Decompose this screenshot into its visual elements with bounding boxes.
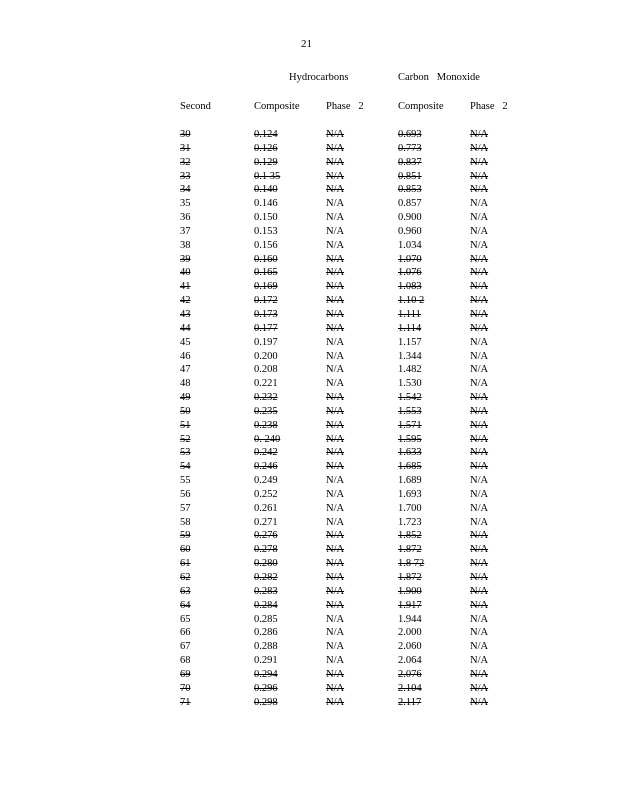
hc-phase2-cell: N/A	[326, 627, 345, 639]
hc-phase2-cell: N/A	[326, 350, 345, 362]
co-phase2-column-header: Phase 2	[470, 101, 508, 112]
hc-composite-cell: 0.153	[254, 225, 278, 237]
table-row	[0, 225, 618, 239]
second-cell: 49	[180, 392, 191, 404]
hc-phase2-cell: N/A	[326, 198, 345, 210]
co-composite-cell: 1.542	[398, 392, 422, 404]
hc-composite-cell: 0.246	[254, 461, 278, 473]
hc-phase2-cell: N/A	[326, 488, 345, 500]
hc-phase2-cell: N/A	[326, 184, 345, 196]
second-cell: 30	[180, 129, 191, 140]
co-phase2-cell: N/A	[470, 433, 489, 445]
hc-phase2-cell: N/A	[326, 364, 345, 376]
table-row	[0, 585, 618, 599]
hc-phase2-cell: N/A	[326, 475, 345, 487]
second-cell: 59	[180, 530, 191, 542]
hc-phase2-cell: N/A	[326, 308, 345, 320]
table-row	[0, 543, 618, 557]
hc-composite-cell: 0.165	[254, 267, 278, 279]
hc-composite-cell: 0.235	[254, 405, 278, 417]
second-cell: 31	[180, 142, 191, 154]
co-phase2-cell: N/A	[470, 212, 489, 224]
hc-phase2-cell: N/A	[326, 419, 345, 431]
hc-phase2-cell: N/A	[326, 502, 345, 514]
second-cell: 62	[180, 572, 191, 583]
table-row	[0, 682, 618, 696]
second-cell: 50	[180, 405, 191, 417]
second-cell: 34	[180, 184, 191, 196]
table-row	[0, 377, 618, 391]
hc-phase2-cell: N/A	[326, 281, 345, 293]
second-cell: 58	[180, 516, 191, 528]
co-composite-cell: 2.064	[398, 655, 422, 667]
co-phase2-cell: N/A	[470, 419, 489, 431]
table-row	[0, 266, 618, 280]
co-phase2-cell: N/A	[470, 170, 489, 182]
co-phase2-cell: N/A	[470, 198, 489, 210]
co-phase2-cell: N/A	[470, 627, 489, 639]
hc-composite-cell: 0.177	[254, 322, 278, 334]
co-phase2-cell: N/A	[470, 572, 489, 583]
hc-phase2-cell: N/A	[326, 558, 345, 570]
table-row	[0, 502, 618, 516]
table-row	[0, 419, 618, 433]
co-phase2-cell: N/A	[470, 378, 489, 390]
co-composite-cell: 1.553	[398, 405, 422, 417]
hc-phase2-cell: N/A	[326, 405, 345, 417]
co-phase2-cell: N/A	[470, 267, 489, 279]
co-phase2-cell: N/A	[470, 516, 489, 528]
co-phase2-cell: N/A	[470, 475, 489, 487]
second-cell: 37	[180, 225, 191, 237]
table-row	[0, 322, 618, 336]
co-phase2-cell: N/A	[470, 655, 489, 667]
co-composite-cell: 2.000	[398, 627, 422, 639]
hc-phase2-cell: N/A	[326, 295, 345, 307]
table-row	[0, 571, 618, 585]
co-phase2-cell: N/A	[470, 461, 489, 473]
co-composite-cell: 1.157	[398, 336, 422, 348]
co-composite-cell: 2.076	[398, 668, 422, 680]
table-row	[0, 350, 618, 364]
co-phase2-cell: N/A	[470, 253, 489, 265]
second-cell: 65	[180, 613, 191, 625]
co-composite-cell: 1.8 72	[398, 558, 425, 570]
hc-phase2-cell: N/A	[326, 336, 345, 348]
table-row	[0, 280, 618, 294]
hc-composite-cell: 0.208	[254, 364, 278, 376]
co-composite-cell: 1.083	[398, 281, 422, 293]
second-cell: 67	[180, 641, 191, 653]
table-row	[0, 446, 618, 460]
hc-phase2-cell: N/A	[326, 696, 345, 708]
co-phase2-cell: N/A	[470, 184, 489, 196]
co-composite-cell: 0.960	[398, 225, 422, 237]
co-composite-cell: 1.900	[398, 585, 422, 597]
hc-composite-cell: 0.282	[254, 572, 278, 583]
co-composite-cell: 1.693	[398, 488, 422, 500]
co-composite-cell: 0.773	[398, 142, 422, 154]
hc-phase2-cell: N/A	[326, 142, 345, 154]
co-composite-cell: 0.853	[398, 184, 422, 196]
co-composite-cell: 1.034	[398, 239, 422, 251]
hc-composite-cell: 0.280	[254, 558, 278, 570]
hc-phase2-cell: N/A	[326, 572, 345, 583]
co-phase2-cell: N/A	[470, 668, 489, 680]
co-composite-column-header: Composite	[398, 101, 444, 112]
table-row	[0, 170, 618, 184]
hc-composite-cell: 0.291	[254, 655, 278, 667]
hc-composite-cell: 0.242	[254, 447, 278, 459]
second-cell: 52	[180, 433, 191, 445]
second-cell: 56	[180, 488, 191, 500]
hc-phase2-cell: N/A	[326, 129, 345, 140]
second-cell: 47	[180, 364, 191, 376]
hc-composite-cell: 0.288	[254, 641, 278, 653]
co-composite-cell: 1.633	[398, 447, 422, 459]
hc-phase2-column-header: Phase 2	[326, 101, 364, 112]
second-cell: 48	[180, 378, 191, 390]
co-phase2-cell: N/A	[470, 544, 489, 556]
co-phase2-cell: N/A	[470, 405, 489, 417]
hc-composite-cell: 0.238	[254, 419, 278, 431]
second-cell: 70	[180, 682, 191, 694]
hc-composite-cell: 0.160	[254, 253, 278, 265]
hc-phase2-cell: N/A	[326, 392, 345, 404]
co-phase2-cell: N/A	[470, 295, 489, 307]
emissions-table-body	[0, 128, 618, 709]
co-composite-cell: 1.530	[398, 378, 422, 390]
hc-composite-cell: 0.252	[254, 488, 278, 500]
hc-composite-cell: 0.284	[254, 599, 278, 611]
hc-phase2-cell: N/A	[326, 516, 345, 528]
hc-phase2-cell: N/A	[326, 461, 345, 473]
co-composite-cell: 1.689	[398, 475, 422, 487]
co-phase2-cell: N/A	[470, 239, 489, 251]
hc-composite-cell: 0.261	[254, 502, 278, 514]
second-cell: 68	[180, 655, 191, 667]
second-column-header: Second	[180, 101, 211, 112]
co-phase2-cell: N/A	[470, 350, 489, 362]
co-composite-cell: 1.070	[398, 253, 422, 265]
table-row	[0, 613, 618, 627]
co-phase2-cell: N/A	[470, 336, 489, 348]
hc-composite-cell: 0.156	[254, 239, 278, 251]
co-phase2-cell: N/A	[470, 156, 489, 168]
co-phase2-cell: N/A	[470, 447, 489, 459]
co-phase2-cell: N/A	[470, 129, 489, 140]
hc-phase2-cell: N/A	[326, 585, 345, 597]
second-cell: 32	[180, 156, 191, 168]
co-composite-cell: 0.693	[398, 129, 422, 140]
hc-composite-cell: 0.249	[254, 475, 278, 487]
co-composite-cell: 1.076	[398, 267, 422, 279]
co-composite-cell: 0.837	[398, 156, 422, 168]
co-phase2-cell: N/A	[470, 364, 489, 376]
table-row	[0, 696, 618, 710]
hc-composite-cell: 0.126	[254, 142, 278, 154]
co-composite-cell: 1.723	[398, 516, 422, 528]
second-cell: 45	[180, 336, 191, 348]
hc-composite-cell: 0. 240	[254, 433, 281, 445]
co-phase2-cell: N/A	[470, 530, 489, 542]
hc-composite-cell: 0.200	[254, 350, 278, 362]
table-row	[0, 308, 618, 322]
co-phase2-cell: N/A	[470, 281, 489, 293]
second-cell: 43	[180, 308, 191, 320]
table-row	[0, 433, 618, 447]
co-composite-cell: 1.944	[398, 613, 422, 625]
table-row	[0, 336, 618, 350]
co-phase2-cell: N/A	[470, 641, 489, 653]
co-composite-cell: 1.917	[398, 599, 422, 611]
second-cell: 39	[180, 253, 191, 265]
co-composite-cell: 1.111	[398, 308, 421, 320]
second-cell: 33	[180, 170, 191, 182]
second-cell: 71	[180, 696, 191, 708]
co-composite-cell: 0.851	[398, 170, 422, 182]
hc-phase2-cell: N/A	[326, 225, 345, 237]
hc-composite-cell: 0.285	[254, 613, 278, 625]
co-composite-cell: 1.700	[398, 502, 422, 514]
co-phase2-cell: N/A	[470, 682, 489, 694]
hc-composite-cell: 0.221	[254, 378, 278, 390]
hc-phase2-cell: N/A	[326, 170, 345, 182]
second-cell: 35	[180, 198, 191, 210]
table-row	[0, 488, 618, 502]
hc-composite-cell: 0.296	[254, 682, 278, 694]
hc-composite-cell: 0.283	[254, 585, 278, 597]
hc-composite-cell: 0.298	[254, 696, 278, 708]
co-composite-cell: 1.872	[398, 572, 422, 583]
hc-composite-cell: 0.140	[254, 184, 278, 196]
co-phase2-cell: N/A	[470, 558, 489, 570]
co-composite-cell: 2.117	[398, 696, 422, 708]
co-phase2-cell: N/A	[470, 613, 489, 625]
hc-phase2-cell: N/A	[326, 156, 345, 168]
hc-phase2-cell: N/A	[326, 378, 345, 390]
hc-composite-cell: 0.278	[254, 544, 278, 556]
hc-composite-cell: 0.271	[254, 516, 278, 528]
table-row	[0, 239, 618, 253]
table-row	[0, 253, 618, 267]
hc-phase2-cell: N/A	[326, 322, 345, 334]
hc-composite-cell: 0.150	[254, 212, 278, 224]
hc-phase2-cell: N/A	[326, 212, 345, 224]
table-row	[0, 557, 618, 571]
co-phase2-cell: N/A	[470, 585, 489, 597]
table-row	[0, 529, 618, 543]
hc-composite-cell: 0.146	[254, 198, 278, 210]
hc-phase2-cell: N/A	[326, 267, 345, 279]
hc-composite-cell: 0.173	[254, 308, 278, 320]
hc-phase2-cell: N/A	[326, 599, 345, 611]
co-composite-cell: 1.852	[398, 530, 422, 542]
hc-composite-cell: 0.232	[254, 392, 278, 404]
hc-phase2-cell: N/A	[326, 253, 345, 265]
hc-phase2-cell: N/A	[326, 530, 345, 542]
table-row	[0, 474, 618, 488]
co-composite-cell: 1.685	[398, 461, 422, 473]
second-cell: 64	[180, 599, 191, 611]
co-phase2-cell: N/A	[470, 599, 489, 611]
hydrocarbons-group-header: Hydrocarbons	[289, 72, 349, 83]
table-row	[0, 516, 618, 530]
second-cell: 60	[180, 544, 191, 556]
table-row	[0, 363, 618, 377]
table-row	[0, 294, 618, 308]
hc-composite-cell: 0.197	[254, 336, 278, 348]
table-row	[0, 128, 618, 142]
hc-composite-cell: 0.129	[254, 156, 278, 168]
table-row	[0, 405, 618, 419]
hc-phase2-cell: N/A	[326, 682, 345, 694]
hc-composite-cell: 0.169	[254, 281, 278, 293]
table-row	[0, 626, 618, 640]
carbon-monoxide-group-header: Carbon Monoxide	[398, 72, 480, 83]
second-cell: 53	[180, 447, 191, 459]
co-phase2-cell: N/A	[470, 502, 489, 514]
hc-phase2-cell: N/A	[326, 668, 345, 680]
co-composite-cell: 1.595	[398, 433, 422, 445]
hc-composite-cell: 0.294	[254, 668, 278, 680]
co-phase2-cell: N/A	[470, 392, 489, 404]
second-cell: 54	[180, 461, 191, 473]
co-composite-cell: 2.060	[398, 641, 422, 653]
hc-phase2-cell: N/A	[326, 239, 345, 251]
table-row	[0, 142, 618, 156]
hc-phase2-cell: N/A	[326, 544, 345, 556]
second-cell: 44	[180, 322, 191, 334]
hc-composite-cell: 0.276	[254, 530, 278, 542]
co-phase2-cell: N/A	[470, 322, 489, 334]
hc-composite-cell: 0.286	[254, 627, 278, 639]
table-row	[0, 599, 618, 613]
second-cell: 40	[180, 267, 191, 279]
co-composite-cell: 1.571	[398, 419, 422, 431]
table-row	[0, 211, 618, 225]
page-number: 21	[301, 38, 312, 50]
second-cell: 42	[180, 295, 191, 307]
table-row	[0, 391, 618, 405]
co-composite-cell: 1.482	[398, 364, 422, 376]
hc-phase2-cell: N/A	[326, 613, 345, 625]
second-cell: 61	[180, 558, 191, 570]
table-row	[0, 460, 618, 474]
table-row	[0, 668, 618, 682]
second-cell: 46	[180, 350, 191, 362]
second-cell: 38	[180, 239, 191, 251]
second-cell: 41	[180, 281, 191, 293]
co-composite-cell: 1.344	[398, 350, 422, 362]
co-composite-cell: 1.872	[398, 544, 422, 556]
table-row	[0, 654, 618, 668]
hc-composite-cell: 0.124	[254, 129, 278, 140]
second-cell: 36	[180, 212, 191, 224]
hc-phase2-cell: N/A	[326, 641, 345, 653]
co-composite-cell: 1.114	[398, 322, 422, 334]
second-cell: 55	[180, 475, 191, 487]
co-composite-cell: 1.10 2	[398, 295, 425, 307]
co-phase2-cell: N/A	[470, 225, 489, 237]
table-row	[0, 197, 618, 211]
table-row	[0, 156, 618, 170]
co-phase2-cell: N/A	[470, 308, 489, 320]
co-phase2-cell: N/A	[470, 488, 489, 500]
second-cell: 69	[180, 668, 191, 680]
second-cell: 51	[180, 419, 191, 431]
hc-composite-cell: 0.172	[254, 295, 278, 307]
co-phase2-cell: N/A	[470, 696, 489, 708]
second-cell: 63	[180, 585, 191, 597]
second-cell: 57	[180, 502, 191, 514]
hc-composite-cell: 0.1 35	[254, 170, 281, 182]
co-composite-cell: 0.900	[398, 212, 422, 224]
hc-phase2-cell: N/A	[326, 655, 345, 667]
table-row	[0, 640, 618, 654]
co-composite-cell: 0.857	[398, 198, 422, 210]
table-row	[0, 183, 618, 197]
second-cell: 66	[180, 627, 191, 639]
hc-composite-column-header: Composite	[254, 101, 300, 112]
co-phase2-cell: N/A	[470, 142, 489, 154]
hc-phase2-cell: N/A	[326, 447, 345, 459]
co-composite-cell: 2.104	[398, 682, 422, 694]
hc-phase2-cell: N/A	[326, 433, 345, 445]
